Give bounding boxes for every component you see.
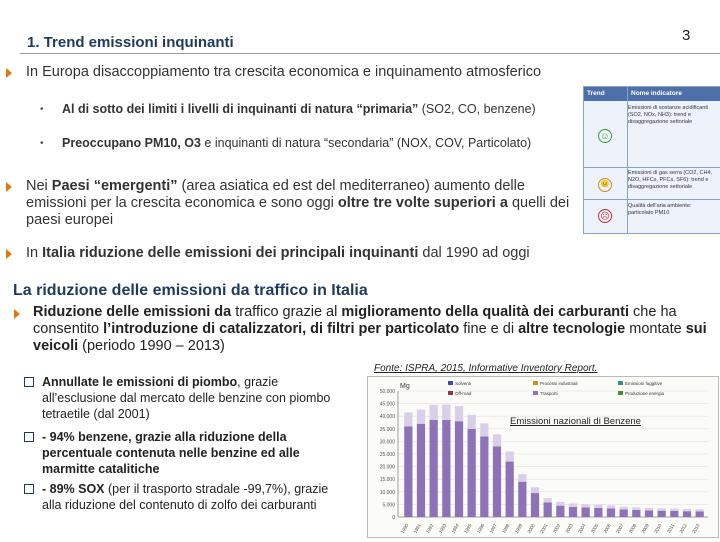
bar-altro [430,405,438,420]
smiley-bad-icon: ☹ [598,209,612,223]
x-tick-label: 2002 [551,523,562,535]
bar-altro [645,508,653,511]
y-tick-label: 40.000 [379,414,395,421]
source-note: Fonte: ISPRA, 2015, Informative Inventory Report. [374,363,598,374]
bullet-arrow-icon [14,309,20,319]
x-tick-label: 2011 [666,523,676,534]
bar-trasporti [670,511,678,517]
checkbox-bullet-icon [24,377,34,387]
legend-swatch [448,381,453,385]
indicator-table [583,86,720,234]
bar-trasporti [632,510,640,517]
x-tick-label: 2007 [615,523,625,535]
bar-trasporti [493,446,501,517]
x-tick-label: 2010 [653,523,663,535]
bullet-arrow-icon [6,68,12,78]
bar-trasporti [594,508,602,517]
bar-altro [607,505,615,508]
bar-altro [556,502,564,506]
table-header-trend: Trend [584,87,627,101]
legend-swatch [448,391,453,395]
list-item: - 94% benzene, grazie alla riduzione della percentuale contenuta nelle benzine ed alle marmitte catalitiche [42,430,300,476]
bullet-emerging: Nei Paesi “emergenti” (area asiatica ed est del mediterraneo) aumento delle emissioni per la crescita economica e sono oggi oltre tre volte superiori a quelli dei paesi europei [26,178,570,228]
checkbox-bullet-icon [24,432,34,442]
bullet-arrow-icon [6,182,12,192]
y-tick-label: 25.000 [379,452,395,458]
bar-trasporti [683,511,691,517]
legend-swatch [533,391,538,395]
legend-entry: Trasporti [540,391,558,396]
y-tick-label: 0 [392,515,395,521]
bar-trasporti [645,510,653,517]
legend-swatch [618,381,623,385]
x-tick-label: 2000 [526,523,536,535]
bar-trasporti [544,502,552,517]
benzene-chart-svg [368,377,718,537]
sub-bullet-dot-icon: • [40,104,44,115]
x-tick-label: 2001 [539,523,549,535]
legend-entry: Off-road [455,391,472,396]
smiley-good-icon: ☺ [598,129,612,143]
table-row: Qualità dell'aria ambiente: particolato PM10 [628,203,692,216]
table-divider [584,199,720,200]
x-tick-label: 1999 [513,523,524,535]
legend-entry: Produzione energia [625,391,665,396]
x-tick-label: 2006 [602,523,612,535]
bar-altro [518,474,526,482]
bar-trasporti [569,507,577,517]
bar-altro [620,507,628,510]
legend-swatch [533,381,538,385]
bar-altro [670,509,678,511]
y-tick-label: 45.000 [379,401,395,408]
x-tick-label: 2013 [691,523,701,535]
x-tick-label: 1990 [399,523,410,535]
bar-trasporti [506,462,514,517]
x-tick-label: 2009 [640,523,650,535]
bar-altro [658,508,666,510]
y-tick-label: 10.000 [379,489,395,496]
y-tick-label: 20.000 [379,464,395,471]
bar-trasporti [430,420,438,517]
bar-altro [582,504,590,507]
bar-trasporti [582,507,590,517]
legend-swatch [618,391,623,395]
title-divider [20,53,720,54]
section-title: La riduzione delle emissioni da traffico in Italia [13,282,368,299]
bar-altro [506,451,514,461]
benzene-chart [367,376,719,538]
bar-altro [544,498,552,502]
x-tick-label: 1997 [488,523,498,535]
y-tick-label: 15.000 [379,477,395,484]
bar-altro [683,509,691,511]
bullet-italy: In Italia riduzione delle emissioni dei principali inquinanti dal 1990 ad oggi [26,245,530,261]
bar-altro [569,503,577,507]
bar-altro [632,507,640,510]
bar-trasporti [480,436,488,517]
x-tick-label: 2003 [564,523,574,535]
x-tick-label: 1996 [475,523,486,535]
bullet-arrow-icon [6,249,12,259]
sub-bullet-dot-icon: • [40,138,44,149]
bar-altro [455,406,463,421]
y-tick-label: 5.000 [382,502,395,509]
bar-altro [417,410,425,424]
chart-caption: Emissioni nazionali di Benzene [510,416,641,427]
x-tick-label: 1994 [450,523,460,535]
smiley-neutral-icon: 😐 [598,178,612,192]
page-number: 3 [682,27,691,44]
table-row: Emissioni di sostanze acidificanti (SO2, NOx, NH3): trend e disaggregazione settoriale [628,105,709,125]
x-tick-label: 1991 [412,523,422,535]
list-item: Annullate le emissioni di piombo, grazie all’esclusione dal mercato delle benzine con piombo tetraetile (dal 2001) [42,375,331,421]
legend-entry: Solventi [455,381,472,386]
bar-trasporti [442,420,450,517]
bar-trasporti [696,511,704,517]
checkbox-bullet-icon [24,484,34,494]
bar-altro [468,415,476,429]
bullet-europe: In Europa disaccoppiamento tra crescita economica e inquinamento atmosferico [26,64,542,80]
bar-altro [594,505,602,508]
bar-altro [442,405,450,420]
x-tick-label: 1998 [501,523,511,535]
bar-trasporti [658,511,666,517]
x-tick-label: 2008 [627,523,638,535]
table-row: Emissioni di gas serra (CO2, CH4, N2O, HFCs, PFCs, SF6): trend e disaggregazione settoriale [628,170,713,190]
bar-altro [696,509,704,511]
x-tick-label: 2004 [577,523,587,535]
x-tick-label: 1993 [437,523,448,535]
bar-trasporti [556,506,564,517]
x-tick-label: 1992 [425,523,435,535]
bar-trasporti [417,424,425,517]
y-tick-label: 50.000 [379,389,395,395]
y-axis-label: Mg [400,383,410,390]
bar-trasporti [518,482,526,517]
bar-altro [404,412,412,426]
bullet-europe-sub-2: Preoccupano PM10, O3 e inquinanti di natura “secondaria” (NOX, COV, Particolato) [62,136,532,150]
bullet-europe-sub-1: Al di sotto dei limiti i livelli di inquinanti di natura “primaria” (SO2, CO, benzene) [62,102,536,116]
bar-altro [531,487,539,493]
bar-altro [480,423,488,436]
y-tick-label: 30.000 [379,439,395,446]
legend-entry: Emissioni fuggitive [625,381,663,386]
table-header-name: Nome indicatore [628,87,720,101]
page-title: 1. Trend emissioni inquinanti [27,34,234,51]
bar-trasporti [468,429,476,517]
x-tick-label: 2012 [678,523,688,535]
bar-trasporti [404,426,412,517]
x-tick-label: 1995 [463,523,473,535]
bar-trasporti [620,509,628,517]
bar-altro [493,434,501,446]
x-tick-label: 2005 [589,523,600,535]
bullet-traffic: Riduzione delle emissioni da traffico grazie al miglioramento della qualità dei carburanti che ha consentito l’introduzione di catalizzatori, di filtri per particolato fine e di altre tecnologie montate sui veicoli (periodo 1990 – 2013) [33,304,707,354]
bar-trasporti [455,421,463,517]
table-divider [584,167,720,168]
bar-trasporti [607,508,615,517]
legend-entry: Processi industriali [540,381,578,386]
bar-trasporti [531,493,539,517]
y-tick-label: 35.000 [379,426,395,433]
list-item: - 89% SOX (per il trasporto stradale -99,7%), grazie alla riduzione del contenuto di zolfo dei carburanti [42,482,329,512]
